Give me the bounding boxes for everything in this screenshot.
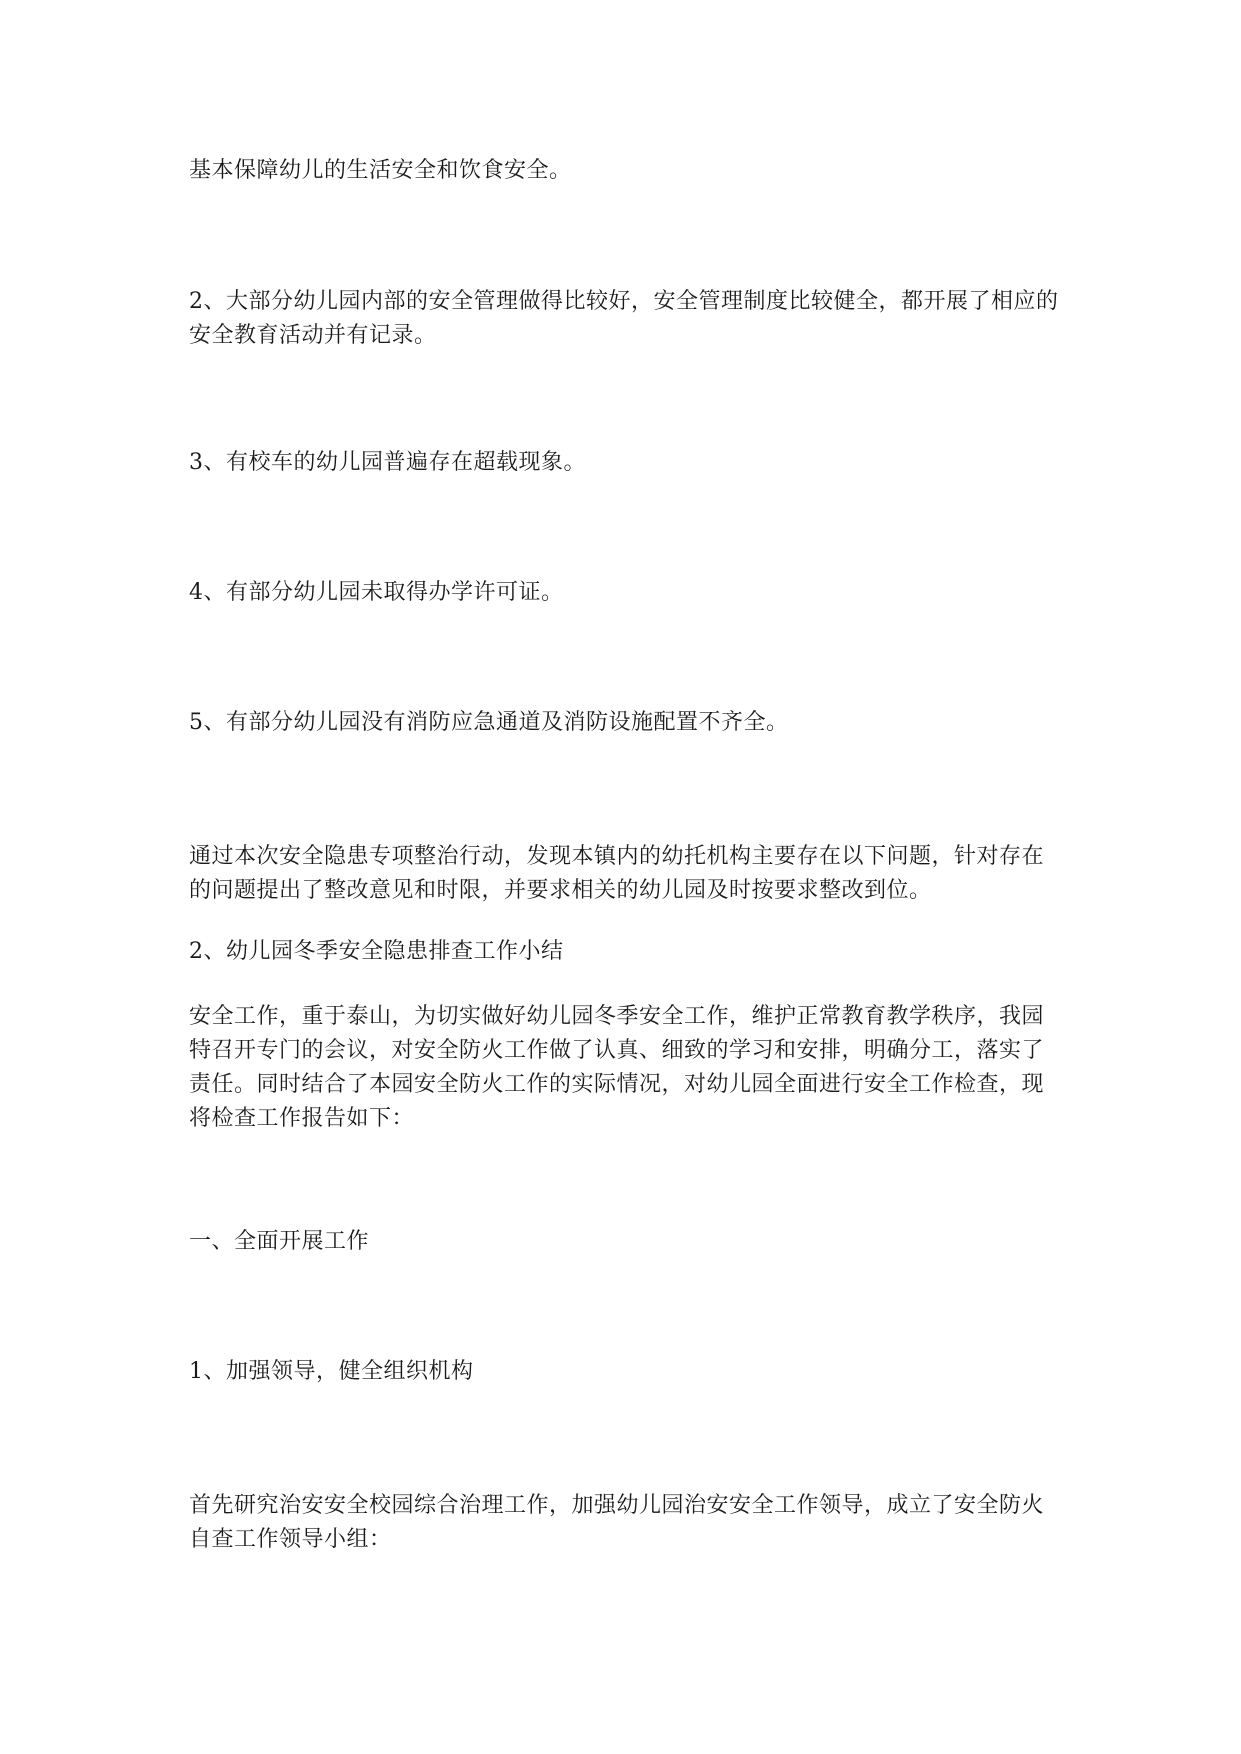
paragraph-item-2-management: 2、大部分幼儿园内部的安全管理做得比较好，安全管理制度比较健全，都开展了相应的安全教育活动并有记录。: [189, 289, 1059, 348]
section-heading-comprehensive-work: 一、全面开展工作: [189, 1229, 370, 1254]
paragraph-winter-safety-intro: 安全工作，重于泰山，为切实做好幼儿园冬季安全工作，维护正常教育教学秩序，我园特召开专门的会议，对安全防火工作做了认真、细致的学习和安排，明确分工，落实了责任。同时结合了本园安全防火工作的实际情况，对幼儿园全面进行安全工作检查，现将检查工作报告如下：: [189, 1004, 1045, 1131]
paragraph-rectification-summary: 通过本次安全隐患专项整治行动，发现本镇内的幼托机构主要存在以下问题，针对存在的问题提出了整改意见和时限，并要求相关的幼儿园及时按要求整改到位。: [189, 844, 1045, 903]
paragraph-item-4-license: 4、有部分幼儿园未取得办学许可证。: [189, 580, 564, 605]
paragraph-safety-basics: 基本保障幼儿的生活安全和饮食安全。: [189, 158, 572, 183]
section-heading-winter-inspection: 2、幼儿园冬季安全隐患排查工作小结: [189, 939, 564, 964]
paragraph-leadership-group: 首先研究治安安全校园综合治理工作，加强幼儿园治安安全工作领导，成立了安全防火自查工作领导小组：: [189, 1493, 1045, 1552]
subheading-leadership-organization: 1、加强领导，健全组织机构: [189, 1359, 474, 1384]
paragraph-item-5-fire-safety: 5、有部分幼儿园没有消防应急通道及消防设施配置不齐全。: [189, 710, 789, 735]
paragraph-item-3-school-bus: 3、有校车的幼儿园普遍存在超载现象。: [189, 450, 586, 475]
